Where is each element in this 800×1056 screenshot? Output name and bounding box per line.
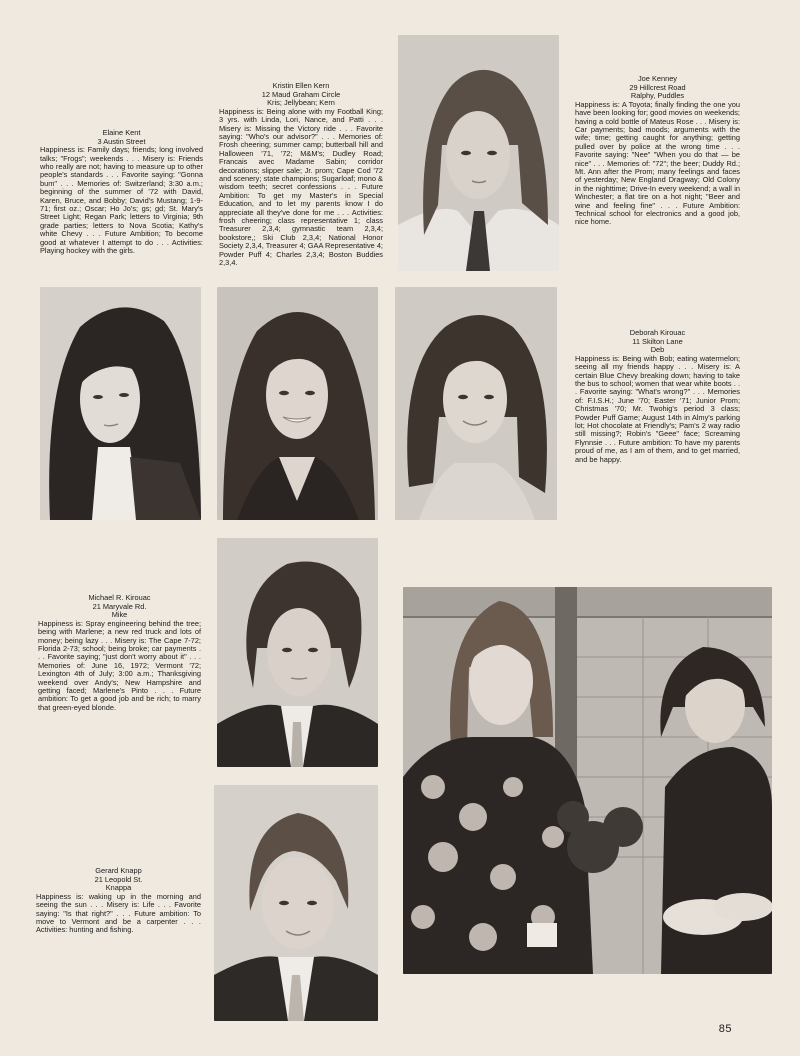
student-nickname: Ralphy, Puddles: [630, 91, 685, 101]
student-bio-text: Happiness is: Spray engineering behind the tree; being with Marlene; a new red truck and lots of money; being lazy . . . Misery is: The Cape 7-72; Florida 2-73; school; being broke; car payments . . . Favorite saying; "just don't worry about it" . . . Memories of: June 16, 1972; Vermont '72; Lexington 4th of July; 3:00 a.m.; Thanksgiving weekend over Andy's; New Hampshire and getting faced; Marlene's Pinto . . . Future ambition: To get a good job and be rich; to marry that green-eyed blonde.: [38, 618, 201, 712]
bio-joe-kenney: [575, 75, 740, 227]
portrait-deborah-kirouac: [395, 287, 557, 520]
student-name: Michael R. Kirouac: [88, 593, 151, 602]
student-bio-text: Happiness is: A Toyota; finally finding the one you have been looking for; good movies on weekends; having a cold bottle of Mateus Rose . . . Misery is: Car payments; bad moods; arguments with the wife; time; getting caught for anything; getting pulled over by police at the wrong time . . . Favorite saying: "Nee" "When you do that — be nice" . . . Memories of: "72"; the beer; Duddy Rd.; Mt. Ann after the Prom; many feelings and faces of yesterday; New England Dragway; Old Colony in the nighttime; Drive-In every weekend; a wall in Winchester; a flat tire on a hot night; "Beer and wine and feeling fine" . . . Future Ambition: Technical school for electronics and a good job, nice home.: [575, 99, 740, 227]
student-bio-text: Happiness is: Being with Bob; eating watermelon; seeing all my friends happy . . . Misery is: A certain Blue Chevy breaking down; having to take the bus to school; women that wear white boots . . . Favorite saying: "What's wrong?" . . . Memories of: F.I.S.H.; June '70; Easter '71; Junior Prom; Christmas '70; Mr. Twohig's period 3 class; Powder Puff Game; August 14th in Almy's parking lot; Hot chocolate at Friendly's; Pam's 2 way radio still missing?; Robin's "Geee" face; Screaming Flynnsie . . . Future ambition: To have my parents proud of me, as I am of them, and to get married, and be happy.: [575, 353, 740, 464]
student-address: 3 Austin Street: [97, 136, 146, 146]
student-address: 12 Maud Graham Circle: [261, 89, 341, 99]
bio-elaine-kent: [40, 129, 203, 255]
student-nickname: Knappa: [105, 883, 132, 893]
student-name: Joe Kenney: [637, 74, 678, 83]
portrait-michael-kirouac: [217, 538, 378, 767]
candid-photo-handshake: [403, 587, 772, 974]
student-name: Deborah Kirouac: [629, 328, 686, 337]
bio-kristin-kern: [219, 82, 383, 268]
student-address: 21 Leopold St.: [94, 874, 143, 884]
bio-gerard-knapp: [36, 867, 201, 935]
student-name: Gerard Knapp: [95, 866, 142, 875]
student-nickname: Kris; Jellybean; Kern: [267, 98, 335, 108]
student-address: 11 Skilton Lane: [632, 336, 683, 346]
portrait-elaine-kent: [40, 287, 201, 520]
portrait-joe-kenney: [398, 35, 559, 271]
bio-deborah-kirouac: [575, 329, 740, 464]
student-bio-text: Happiness is: waking up in the morning and seeing the sun . . . Misery is: Life . . . Favorite saying: "Is that right?" . . . Future ambition: To move to Vermont and be a carpenter . . . Activities: hunting and fishing.: [36, 891, 201, 935]
portrait-kristin-kern: [217, 287, 378, 520]
student-name: Kristin Ellen Kern: [272, 81, 330, 90]
student-address: 21 Maryvale Rd.: [92, 601, 147, 611]
student-nickname: Deb: [650, 345, 665, 355]
student-nickname: Mike: [111, 610, 128, 620]
student-address: 29 Hillcrest Road: [629, 82, 686, 92]
student-bio-text: Happiness is: Being alone with my Football King; 3 yrs. with Linda, Lori, Nance, and Patti . . . Misery is: Missing the Victory ride . . . Favorite saying: "Who's our advisor?" . . . Memories of: Frosh cheering; summer camp; butterball hill and Halloween '71, '72; M&M's; Dudley Road; Francais avec Madame Sabin; corridor decorations; slipper sale; Jr. prom; Cape Cod '72 and scenery; state champions; Sugarloaf; mono & wisdom teeth; secret confessions . . . Future Ambition: To get my Master's in Special Education, and to let my parents know I do appreciate all they've done for me . . . Activities: frosh cheering; class representative 1; class Treasurer 2,3,4; gymnastic team 2,3,4; bookstore,; Ski Club 2,3,4; National Honor Society 2,3,4, Treasurer 4; GAA Representative 4; Powder Puff 4; Charles 2,3,4; Boston Buddies 2,3,4.: [219, 106, 383, 268]
portrait-gerard-knapp: [214, 785, 378, 1021]
student-name: Elaine Kent: [102, 128, 141, 137]
page-number: 85: [718, 1023, 732, 1035]
bio-michael-kirouac: [38, 594, 201, 712]
student-bio-text: Happiness is: Family days; friends; long involved talks; "Frogs"; weekends . . . Misery is: Friends who really are not; having to measure up to other people's standards . . . Favorite saying: "Gonna bum" . . . Memories of: Switzerland; 3:30 a.m.; beginning of the summer of '72 with David, Karen, Bruce, and Bobby; David's Mustang; 1-9-71; first oz.; Oscar; Ho Jo's; gs; gd; St. Mary's Street Light; Regan Park; letters to Virginia; 9th grade parties; letters to Nova Scotia; Kathy's white Chevy . . . Future Ambition; To become good at whatever I attempt to do . . . Activities: Playing hockey with the girls.: [40, 145, 203, 256]
